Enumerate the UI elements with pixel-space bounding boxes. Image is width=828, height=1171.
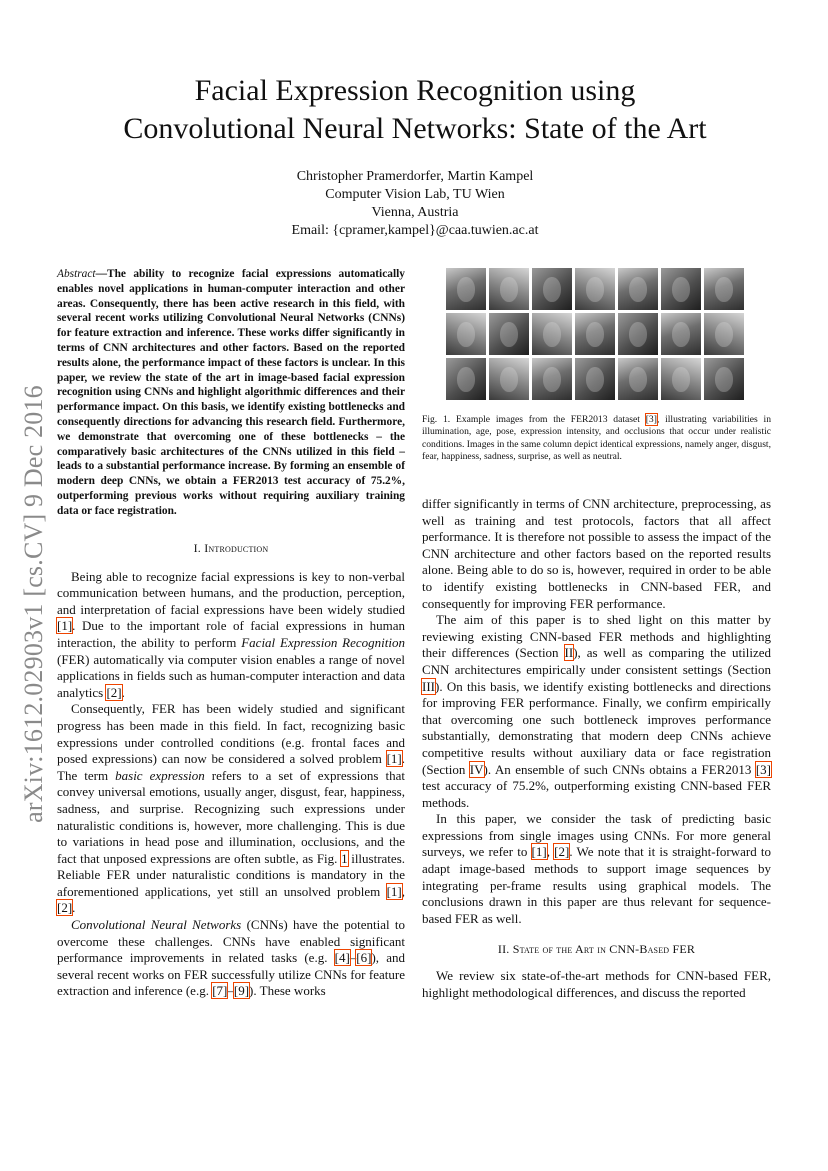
citation-link[interactable]: [1]	[386, 751, 402, 767]
face-image	[704, 268, 744, 310]
face-image	[532, 268, 572, 310]
face-image	[446, 313, 486, 355]
face-image	[704, 358, 744, 400]
face-image	[575, 268, 615, 310]
face-image	[704, 313, 744, 355]
face-image	[661, 358, 701, 400]
face-image	[661, 313, 701, 355]
face-image	[618, 313, 658, 355]
title-line-2: Convolutional Neural Networks: State of the Art	[123, 112, 707, 145]
face-image	[618, 358, 658, 400]
citation-link[interactable]: [3]	[755, 761, 772, 777]
left-column-body	[57, 540, 405, 1000]
face-image	[575, 358, 615, 400]
face-image	[446, 268, 486, 310]
arxiv-identifier: arXiv:1612.02903v1 [cs.CV] 9 Dec 2016	[19, 385, 48, 823]
face-image	[575, 313, 615, 355]
citation-link[interactable]: [2]	[554, 844, 570, 860]
paragraph: differ significantly in terms of CNN architecture, preprocessing, as well as training and test protocols, factors that all affect performance. It is therefore not possible to assess the impact of the CNN architecture and other factors based on the reported results alone. Being able to do so is, however, required in order to be able to identify existing bottlenecks in CNN-based FER, and consequently for improving FER performance.	[422, 496, 771, 611]
paragraph: The aim of this paper is to shed light on this matter by reviewing existing CNN-based FER methods and highlighting their differences (Section II), as well as comparing the utilized CNN architectures empirically under consistent settings (Section III). On this basis, we identify existing bottlenecks and directions for improving FER performance. Finally, we confirm empirically that overcoming one such bottleneck improves performance substantially, demonstrating that modern deep CNNs achieve competitive results without auxiliary data or face registration (Section IV). An ensemble of such CNNs obtains a FER2013 [3] test accuracy of 75.2%, outperforming existing CNN-based FER methods.	[422, 612, 772, 810]
paragraph: We review six state-of-the-art methods for CNN-based FER, highlight methodological differences, and discuss the reported	[422, 968, 771, 1000]
citation-link[interactable]: [7]	[212, 983, 228, 999]
section-link[interactable]: III	[422, 678, 435, 694]
figure-link[interactable]: 1	[341, 850, 348, 866]
face-image	[446, 358, 486, 400]
email: Email: {cpramer,kampel}@caa.tuwien.ac.at	[291, 223, 539, 238]
paragraph: Being able to recognize facial expressions is key to non-verbal communication between humans, and the production, perception, and interpretation of facial expressions have been widely studied [1]. Due to the important role of facial expressions in human interaction, the ability to perform Facial Expression Recognition (FER) automatically via computer vision enables a range of novel applications in fields such as human-computer interaction and data analytics [2].	[57, 568, 405, 700]
affiliation: Computer Vision Lab, TU Wien	[325, 187, 505, 202]
right-column-body	[422, 496, 771, 1001]
face-image	[532, 313, 572, 355]
paper-title	[60, 72, 770, 148]
citation-link[interactable]: [1]	[386, 883, 402, 899]
figure-1-caption: Fig. 1. Example images from the FER2013 dataset [3], illustrating variabilities in illumination, age, pose, expression intensity, and occlusions that occur under realistic conditions. Images in the same column depict identical expressions, namely anger, disgust, fear, happiness, sadness, surprise, as well as neutral.	[422, 414, 771, 463]
author-names: Christopher Pramerdorfer, Martin Kampel	[296, 169, 534, 184]
citation-link[interactable]: [3]	[645, 414, 657, 425]
face-image	[532, 358, 572, 400]
abstract-label: Abstract	[57, 268, 96, 280]
citation-link[interactable]: [6]	[356, 950, 372, 966]
citation-link[interactable]: [1]	[531, 844, 547, 860]
author-block	[60, 168, 770, 240]
section-heading-introduction: I. Introduction	[193, 541, 269, 555]
citation-link[interactable]: [2]	[57, 900, 73, 916]
title-line-1: Facial Expression Recognition using	[194, 74, 636, 107]
citation-link[interactable]: [4]	[334, 950, 350, 966]
face-image	[489, 313, 529, 355]
citation-link[interactable]: [1]	[57, 618, 73, 634]
face-image	[661, 268, 701, 310]
face-image	[618, 268, 658, 310]
citation-link[interactable]: [2]	[106, 684, 122, 700]
figure-1-image-grid	[446, 268, 744, 400]
citation-link[interactable]: [9]	[233, 983, 250, 999]
face-image	[489, 358, 529, 400]
location: Vienna, Austria	[371, 205, 459, 220]
section-link[interactable]: II	[564, 645, 574, 661]
paragraph: Consequently, FER has been widely studied and significant progress has been made in this field. In fact, recognizing basic expressions under controlled conditions (e.g. frontal faces and posed expressions) can now be considered a solved problem [1]. The term basic expression refers to a set of expressions that convey universal emotions, usually anger, disgust, fear, happiness, sadness, and surprise. Recognizing such expressions under naturalistic conditions is, however, more challenging. This is due to variations in head pose and illumination, occlusions, and the fact that unposed expressions are often subtle, as Fig. 1 illustrates. Reliable FER under naturalistic conditions is mandatory in the aforementioned applications, yet still an unsolved problem [1], [2].	[57, 701, 406, 916]
section-heading-state-of-the-art: II. State of the Art in CNN-Based FER	[497, 942, 696, 957]
abstract	[57, 267, 405, 519]
section-link[interactable]: IV	[469, 761, 484, 777]
paragraph: In this paper, we consider the task of predicting basic expressions from single images using CNNs. For more general surveys, we refer to [1], [2]. We note that it is straight-forward to adapt image-based methods to support image sequences by integrating per-frame results using graphical models. The conclusions drawn in this paper are thus relevant for sequence-based FER as well.	[422, 811, 772, 926]
paragraph: Convolutional Neural Networks (CNNs) have the potential to overcome these challenges. CNNs have enabled significant performance improvements in related tasks (e.g. [4]–[6]), and several recent works on FER successfully utilize CNNs for feature extraction and inference (e.g. [7]–[9]). These works	[57, 917, 405, 999]
face-image	[489, 268, 529, 310]
abstract-text: —The ability to recognize facial expressions automatically enables novel applications in human-computer interaction and other areas. Consequently, there has been active research in this field, with several recent works utilizing Convolutional Neural Networks (CNNs) for feature extraction and inference. These works differ significantly in terms of CNN architectures and other factors. Based on the reported results alone, the performance impact of these factors is unclear. In this paper, we review the state of the art in image-based facial expression recognition using CNNs and highlight algorithmic differences and their performance impact. On this basis, we identify existing bottlenecks and consequently directions for advancing this research field. Furthermore, we demonstrate that overcoming one of these bottlenecks – the comparatively basic architectures of the CNNs utilized in this field – leads to a substantial performance increase. By forming an ensemble of modern deep CNNs, we obtain a FER2013 test accuracy of 75.2%, outperforming previous works without requiring auxiliary training data or face registration.	[57, 268, 405, 517]
